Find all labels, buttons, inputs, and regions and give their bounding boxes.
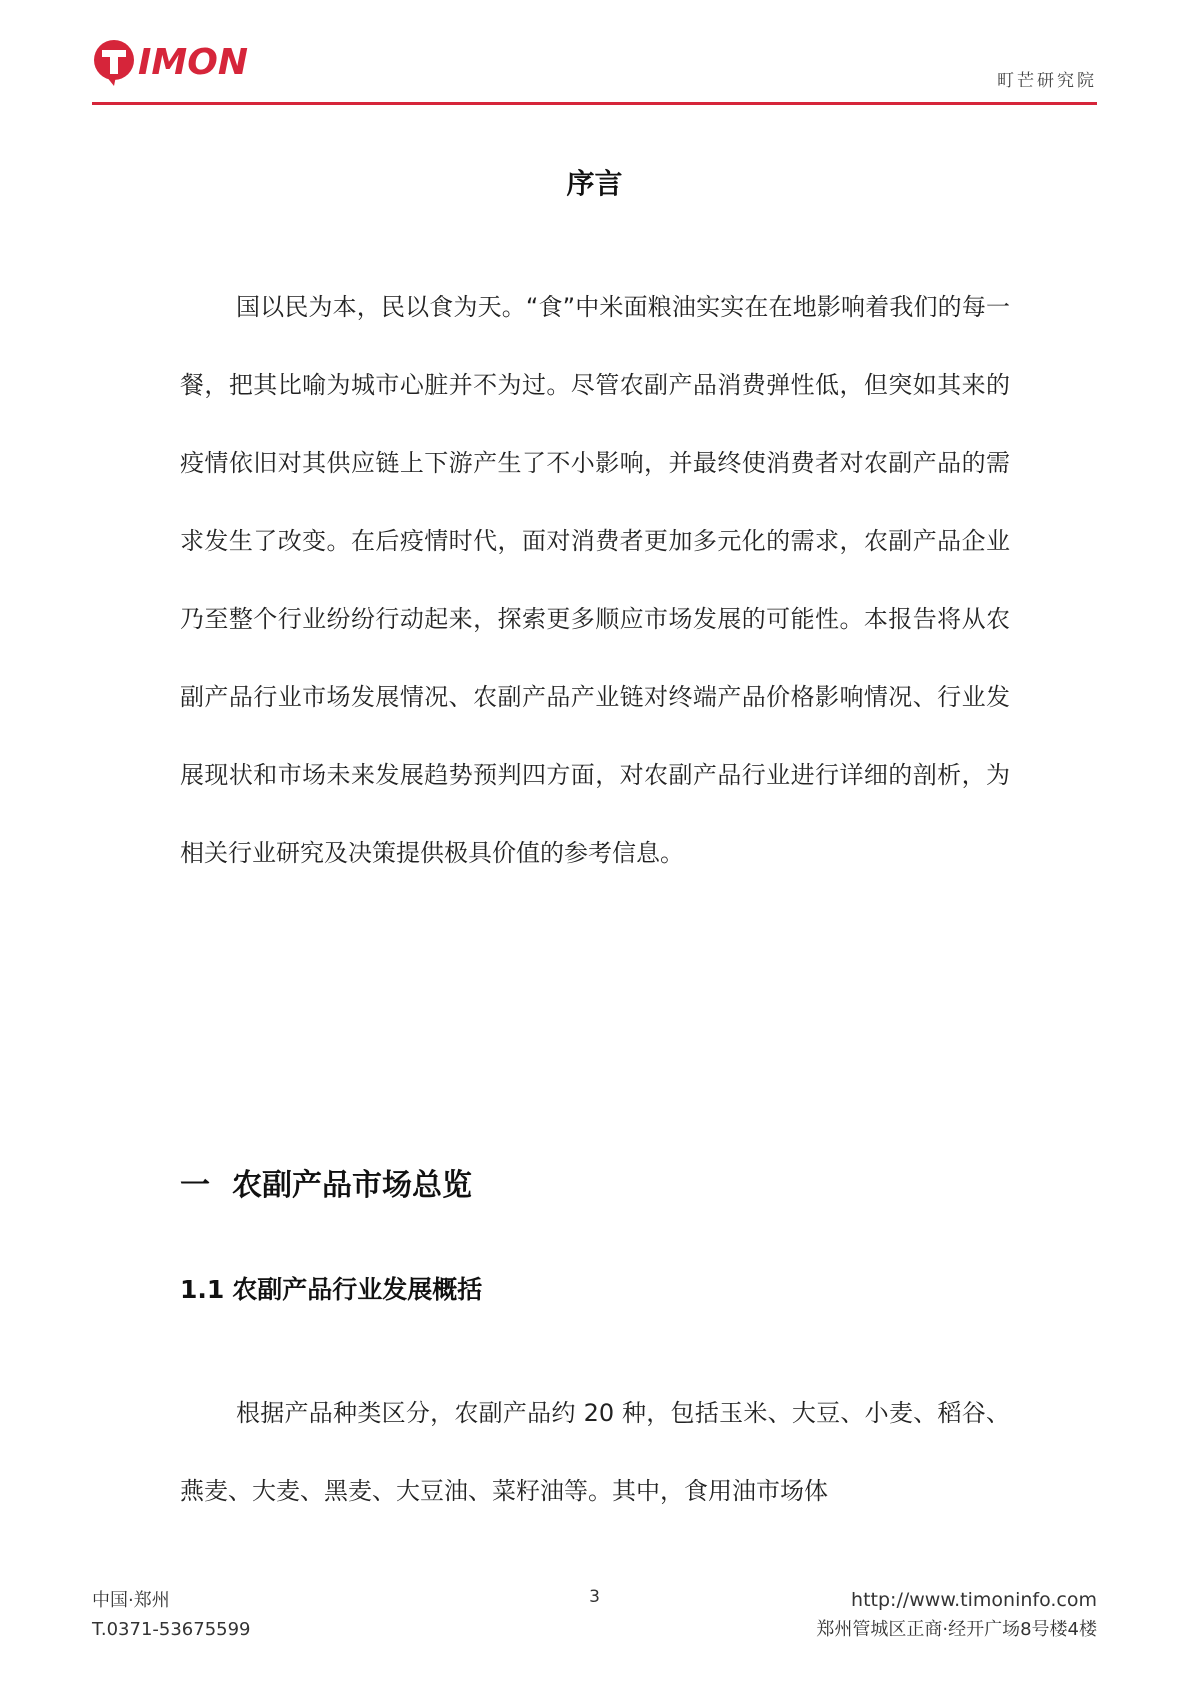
footer-website-link[interactable]: http://www.timoninfo.com	[851, 1589, 1097, 1611]
section-number: 一	[180, 1168, 210, 1203]
logo-text: IMON	[138, 42, 248, 83]
timon-logo	[92, 36, 272, 88]
section-title: 农副产品市场总览	[232, 1168, 472, 1203]
page-header	[92, 36, 1097, 106]
page-footer	[92, 1586, 1097, 1646]
section-heading	[180, 1160, 472, 1204]
header-divider	[92, 102, 1097, 105]
page-number: 3	[589, 1587, 600, 1607]
page-title: 序言	[566, 167, 623, 200]
footer-address-block	[816, 1586, 1097, 1644]
footer-phone: T.0371-53675599	[92, 1619, 251, 1640]
preface-paragraph: 国以民为本，民以食为天。“食”中米面粮油实实在在地影响着我们的每一餐，把其比喻为城市心脏并不为过。尽管农副产品消费弹性低，但突如其来的疫情依旧对其供应链上下游产生了不小影响，并最终使消费者对农副产品的需求发生了改变。在后疫情时代，面对消费者更加多元化的需求，农副产品企业乃至整个行业纷纷行动起来，探索更多顺应市场发展的可能性。本报告将从农副产品行业市场发展情况、农副产品产业链对终端产品价格影响情况、行业发展现状和市场未来发展趋势预判四方面，对农副产品行业进行详细的剖析，为相关行业研究及决策提供极具价值的参考信息。	[180, 293, 1010, 867]
body-paragraph: 根据产品种类区分，农副产品约 20 种，包括玉米、大豆、小麦、稻谷、燕麦、大麦、黑麦、大豆油、菜籽油等。其中，食用油市场体	[180, 1399, 1010, 1505]
subsection-heading	[180, 1270, 482, 1306]
logo-mark-icon	[92, 36, 272, 88]
subsection-number: 1.1	[180, 1275, 225, 1304]
footer-location: 中国·郑州	[92, 1590, 170, 1611]
institute-name: 町芒研究院	[997, 71, 1097, 91]
footer-address: 郑州管城区正商·经开广场8号楼4楼	[816, 1619, 1097, 1640]
subsection-title: 农副产品行业发展概括	[232, 1275, 483, 1304]
